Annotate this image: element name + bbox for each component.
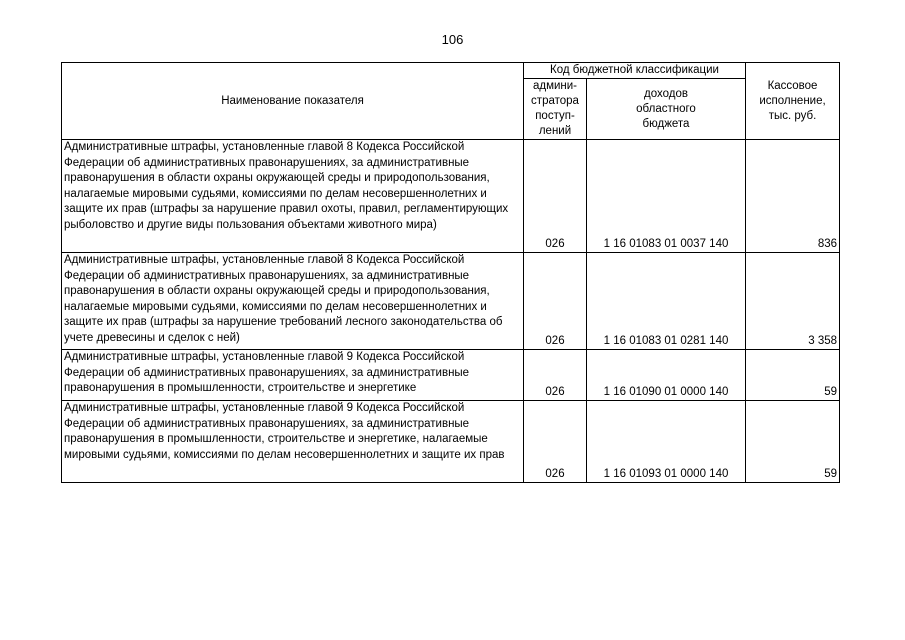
table-row: [62, 253, 840, 350]
row-amount: 836: [746, 140, 840, 253]
row-income-code: 1 16 01090 01 0000 140: [587, 350, 746, 401]
page-number: 106: [441, 32, 464, 47]
row-admin-code: 026: [524, 140, 587, 253]
row-name: Административные штрафы, установленные главой 8 Кодекса Российской Федерации об административных правонарушениях, за административные правонарушения в области охраны окружающей среды и природопользования, налагаемые мировыми судьями, комиссиями по делам несовершеннолетних и защите их прав (штрафы за нарушение требований лесного законодательства об учете древесины и сделок с ней): [62, 253, 524, 350]
table-header: [62, 63, 840, 140]
header-income: доходов областного бюджета: [587, 79, 746, 140]
table-body: [62, 140, 840, 483]
header-admin: админи- стратора поступ- лений: [524, 79, 587, 140]
row-admin-code: 026: [524, 253, 587, 350]
row-admin-code: 026: [524, 401, 587, 483]
row-amount: 3 358: [746, 253, 840, 350]
budget-table: [61, 62, 840, 483]
row-name: Административные штрафы, установленные главой 9 Кодекса Российской Федерации об административных правонарушениях, за административные правонарушения в промышленности, строительстве и энергетике, налагаемые мировыми судьями, комиссиями по делам несовершеннолетних и защите их прав: [62, 401, 524, 483]
row-name: Административные штрафы, установленные главой 8 Кодекса Российской Федерации об административных правонарушениях, за административные правонарушения в области охраны окружающей среды и природопользования, налагаемые мировыми судьями, комиссиями по делам несовершеннолетних и защите их прав (штрафы за нарушение правил охоты, правил, регламентирующих рыболовство и другие виды пользования объектами животного мира): [62, 140, 524, 253]
row-name: Административные штрафы, установленные главой 9 Кодекса Российской Федерации об административных правонарушениях, за административные правонарушения в промышленности, строительстве и энергетике: [62, 350, 524, 401]
table-row: [62, 140, 840, 253]
row-amount: 59: [746, 350, 840, 401]
header-amount: Кассовое исполнение, тыс. руб.: [746, 63, 840, 140]
header-name: Наименование показателя: [62, 63, 524, 140]
header-code-group: Код бюджетной классификации: [524, 63, 746, 79]
row-income-code: 1 16 01083 01 0281 140: [587, 253, 746, 350]
table-row: [62, 401, 840, 483]
row-amount: 59: [746, 401, 840, 483]
row-admin-code: 026: [524, 350, 587, 401]
row-income-code: 1 16 01093 01 0000 140: [587, 401, 746, 483]
row-income-code: 1 16 01083 01 0037 140: [587, 140, 746, 253]
table-row: [62, 350, 840, 401]
